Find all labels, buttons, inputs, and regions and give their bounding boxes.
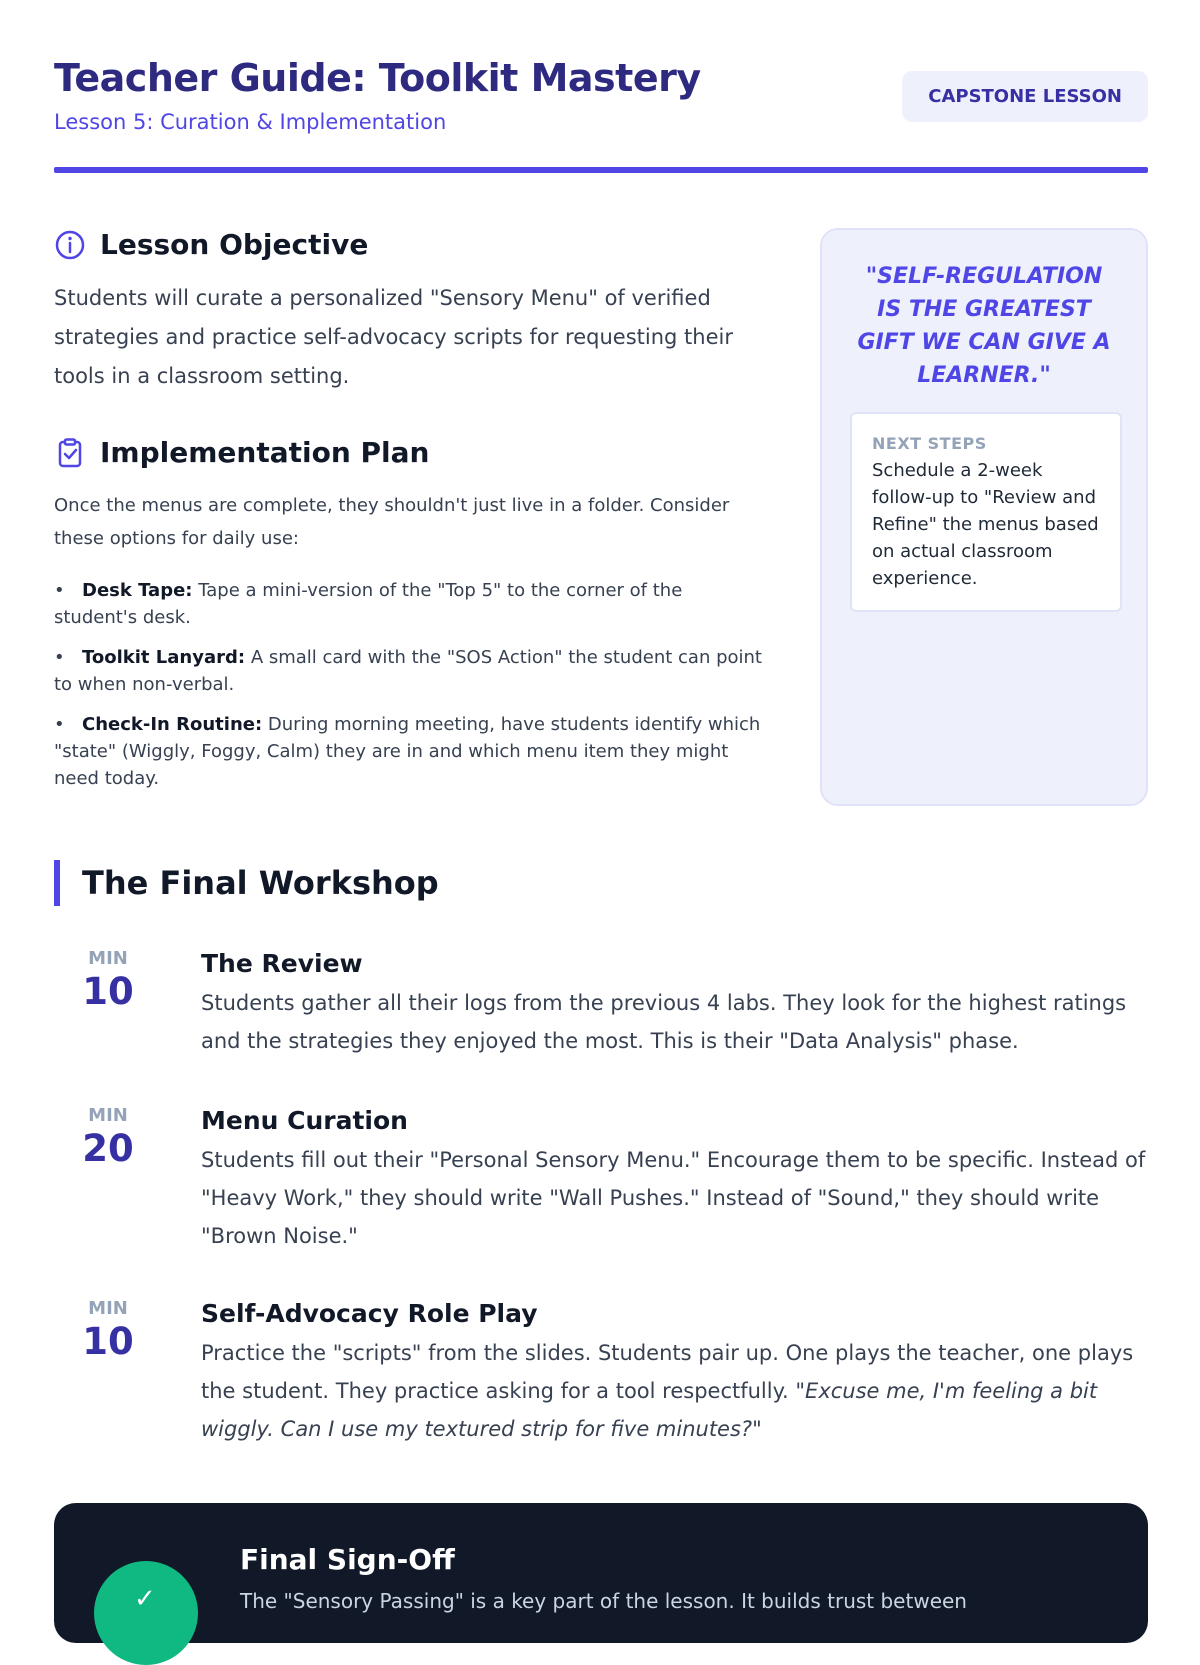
header-divider — [54, 167, 1148, 173]
implementation-plan-section — [54, 436, 764, 792]
objective-header — [54, 228, 764, 261]
plan-intro: Once the menus are complete, they shouldn't just live in a folder. Consider these options for daily use: — [54, 495, 730, 549]
page-title: Teacher Guide: Toolkit Mastery — [54, 56, 701, 100]
plan-list — [54, 577, 764, 792]
list-item-label: Toolkit Lanyard: — [82, 647, 246, 668]
clipboard-check-icon — [54, 437, 86, 469]
step-time — [54, 1105, 162, 1170]
plan-heading: Implementation Plan — [100, 436, 430, 469]
list-item-text: Tape a mini-version of the "Top 5" to the corner of the student's desk. — [54, 580, 683, 628]
page-subtitle: Lesson 5: Curation & Implementation — [54, 110, 447, 134]
page-header — [54, 56, 1148, 176]
minutes-value: 10 — [82, 970, 134, 1013]
minutes-value: 20 — [82, 1127, 134, 1170]
list-item-label: Check-In Routine: — [82, 714, 263, 735]
objective-heading: Lesson Objective — [100, 228, 369, 261]
step-body — [201, 1105, 1148, 1255]
example-script: "Excuse me, I'm feeling a bit wiggly. Can I use my textured strip for five minutes?" — [201, 1379, 1098, 1441]
min-label: MIN — [88, 948, 128, 969]
step-description: Students fill out their "Personal Sensory Menu." Encourage them to be specific. Instead of "Heavy Work," they should write "Wall Pushes." Instead of "Sound," they should write "Brown Noise." — [201, 1148, 1146, 1248]
list-item: • Check-In Routine: During morning meeting, have students identify which "state" (Wiggly, Foggy, Calm) they are in and which menu item they might need today. — [54, 714, 761, 789]
signoff-text: The "Sensory Passing" is a key part of the lesson. It builds trust between — [240, 1589, 967, 1613]
signoff-heading: Final Sign-Off — [240, 1543, 455, 1576]
check-icon: ✓ — [134, 1583, 156, 1613]
list-item-text: During morning meeting, have students identify which "state" (Wiggly, Foggy, Calm) they are in and which menu item they might need today. — [54, 714, 761, 789]
step-text — [201, 1141, 1148, 1255]
next-steps-text: Schedule a 2-week follow-up to "Review and Refine" the menus based on actual classroom experience. — [872, 460, 1099, 589]
objective-section — [54, 228, 764, 396]
step-body — [201, 948, 1148, 1060]
pull-quote: "SELF-REGULATION IS THE GREATEST GIFT WE CAN GIVE A LEARNER." — [857, 264, 1111, 388]
step-time — [54, 1298, 162, 1363]
workshop-heading: The Final Workshop — [82, 864, 439, 902]
list-item-text: A small card with the "SOS Action" the student can point to when non-verbal. — [54, 647, 762, 695]
objective-text: Students will curate a personalized "Sensory Menu" of verified strategies and practice self-advocacy scripts for requesting their tools in a classroom setting. — [54, 286, 733, 388]
step-title: The Review — [201, 949, 363, 978]
final-signoff-banner — [54, 1503, 1148, 1643]
list-item: • Toolkit Lanyard: A small card with the "SOS Action" the student can point to when non-verbal. — [54, 647, 762, 695]
min-label: MIN — [88, 1298, 128, 1319]
step-title: Menu Curation — [201, 1106, 408, 1135]
workshop-step-curation — [54, 1105, 1148, 1255]
next-steps-label: NEXT STEPS — [872, 434, 987, 453]
workshop-step-review — [54, 948, 1148, 1060]
plan-header — [54, 436, 764, 469]
quote-card — [820, 228, 1148, 806]
step-description: Students gather all their logs from the previous 4 labs. They look for the highest ratings and the strategies they enjoyed the most. This is their "Data Analysis" phase. — [201, 991, 1127, 1053]
list-item: • Desk Tape: Tape a mini-version of the "Top 5" to the corner of the student's desk. — [54, 580, 683, 628]
capstone-badge: CAPSTONE LESSON — [902, 71, 1148, 122]
step-text — [201, 1334, 1148, 1448]
step-time — [54, 948, 162, 1013]
step-body — [201, 1298, 1148, 1448]
list-item-label: Desk Tape: — [82, 580, 193, 601]
min-label: MIN — [88, 1105, 128, 1126]
step-description: Practice the "scripts" from the slides. Students pair up. One plays the teacher, one plays the student. They practice asking for a tool respectfully. — [201, 1341, 1134, 1403]
next-steps-box — [850, 412, 1122, 612]
info-icon — [54, 229, 86, 261]
minutes-value: 10 — [82, 1320, 134, 1363]
step-title: Self-Advocacy Role Play — [201, 1299, 538, 1328]
workshop-step-role-play — [54, 1298, 1148, 1448]
step-text — [201, 984, 1148, 1060]
left-column — [54, 228, 764, 805]
workshop-heading-block — [54, 860, 439, 906]
